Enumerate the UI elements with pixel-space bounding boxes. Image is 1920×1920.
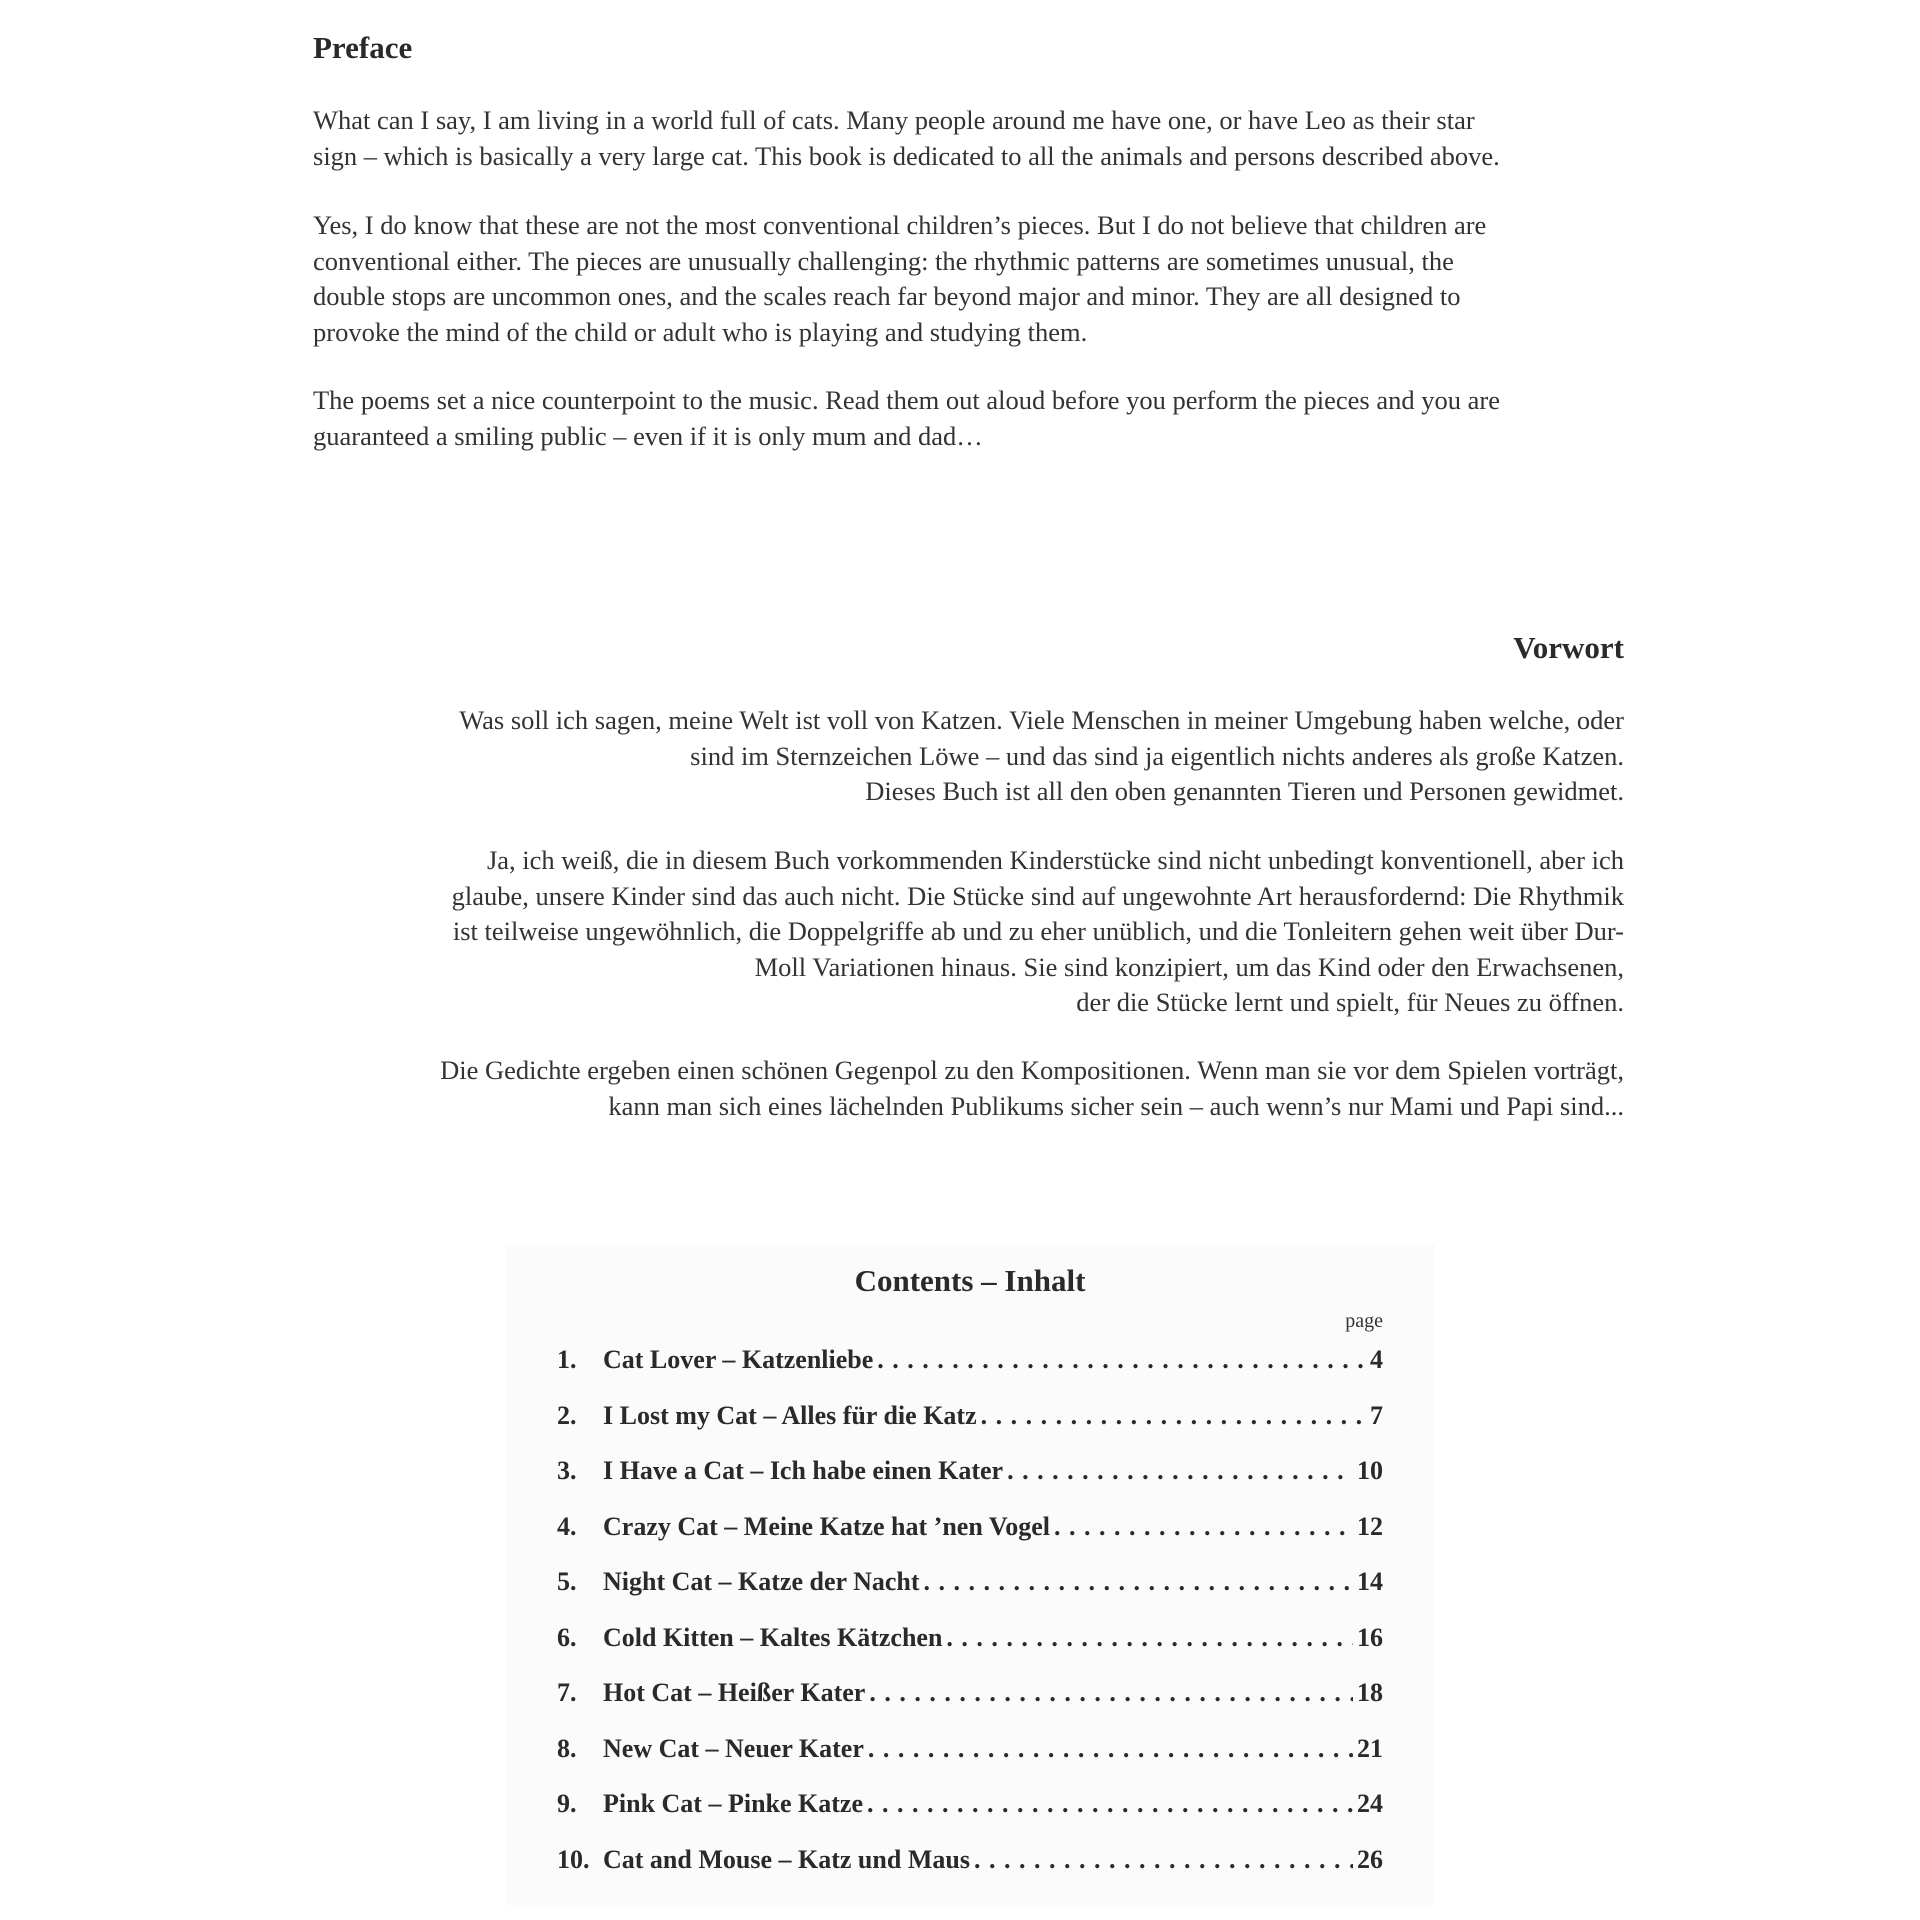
entry-page: 14 bbox=[1357, 1567, 1383, 1596]
entry-number: 2. bbox=[557, 1400, 577, 1430]
entry-page: 4 bbox=[1370, 1345, 1383, 1374]
entry-number: 7. bbox=[557, 1678, 577, 1707]
preface-paragraph-3 bbox=[313, 383, 1633, 454]
entry-title: Cat and Mouse – Katz und Maus bbox=[603, 1844, 970, 1874]
entry-page: 24 bbox=[1357, 1789, 1383, 1818]
contents-entry bbox=[557, 1845, 1383, 1901]
entry-title: I Lost my Cat – Alles für die Katz bbox=[603, 1400, 977, 1430]
preface-p2-line-1: Yes, I do know that these are not the most conventional children’s pieces. But I do not believe that children are bbox=[313, 210, 1487, 240]
preface-paragraph-1 bbox=[313, 103, 1633, 174]
vorwort-p2-line-2: glaube, unsere Kinder sind das auch nicht. Die Stücke sind auf ungewohnte Art herausfordernd: Die Rhythmik bbox=[451, 880, 1624, 911]
preface-p3-line-2: guaranteed a smiling public – even if it is only mum and dad… bbox=[313, 420, 983, 451]
preface-p1-line-1: What can I say, I am living in a world full of cats. Many people around me have one, or have Leo as their star bbox=[313, 105, 1475, 135]
entry-title: Night Cat – Katze der Nacht bbox=[603, 1567, 920, 1596]
dot-leader bbox=[924, 1567, 1353, 1597]
contents-entry bbox=[557, 1456, 1383, 1512]
vorwort-p1-line-1: Was soll ich sagen, meine Welt ist voll von Katzen. Viele Menschen in meiner Umgebung haben welche, oder bbox=[459, 705, 1624, 735]
contents-entry bbox=[557, 1789, 1383, 1845]
contents-title: Contents – Inhalt bbox=[854, 1263, 1086, 1298]
entry-page: 10 bbox=[1357, 1456, 1383, 1485]
dot-leader bbox=[981, 1401, 1366, 1431]
entry-title: Pink Cat – Pinke Katze bbox=[603, 1789, 863, 1818]
entry-page: 26 bbox=[1357, 1844, 1383, 1874]
vorwort-paragraph-3 bbox=[264, 1053, 1624, 1124]
vorwort-p3-line-2: kann man sich eines lächelnden Publikums sicher sein – auch wenn’s nur Mami und Papi sind... bbox=[608, 1090, 1624, 1121]
vorwort-p3-line-1: Die Gedichte ergeben einen schönen Gegenpol zu den Kompositionen. Wenn man sie vor dem Spielen vorträgt, bbox=[440, 1055, 1624, 1085]
preface-p1-line-2: sign – which is basically a very large cat. This book is dedicated to all the animals and persons described above. bbox=[313, 140, 1500, 171]
entry-title: Cold Kitten – Kaltes Kätzchen bbox=[603, 1622, 943, 1652]
entry-page: 18 bbox=[1357, 1678, 1383, 1707]
vorwort-heading: Vorwort bbox=[1513, 630, 1624, 665]
vorwort-p2-line-5: der die Stücke lernt und spielt, für Neues zu öffnen. bbox=[1076, 987, 1624, 1017]
entry-page: 7 bbox=[1370, 1400, 1383, 1430]
contents-entry bbox=[557, 1623, 1383, 1679]
contents-entry bbox=[557, 1401, 1383, 1457]
vorwort-p1-line-3: Dieses Buch ist all den oben genannten Tieren und Personen gewidmet. bbox=[865, 776, 1624, 806]
preface-p2-line-4: provoke the mind of the child or adult who is playing and studying them. bbox=[313, 316, 1088, 347]
preface-heading: Preface bbox=[313, 30, 413, 65]
entry-number: 8. bbox=[557, 1733, 577, 1763]
contents-entry bbox=[557, 1512, 1383, 1568]
preface-p2-line-2: conventional either. The pieces are unusually challenging: the rhythmic patterns are sometimes unusual, the bbox=[313, 245, 1454, 276]
dot-leader bbox=[946, 1623, 1353, 1653]
dot-leader bbox=[974, 1845, 1353, 1875]
dot-leader bbox=[868, 1734, 1353, 1764]
dot-leader bbox=[869, 1678, 1353, 1708]
dot-leader bbox=[867, 1789, 1353, 1819]
contents-entry bbox=[557, 1345, 1383, 1401]
dot-leader bbox=[1054, 1512, 1353, 1542]
entry-number: 6. bbox=[557, 1622, 577, 1652]
entry-title: I Have a Cat – Ich habe einen Kater bbox=[603, 1456, 1004, 1485]
vorwort-paragraph-2 bbox=[264, 843, 1624, 1021]
dot-leader bbox=[1007, 1456, 1353, 1486]
entry-title: Hot Cat – Heißer Kater bbox=[603, 1678, 866, 1707]
entry-number: 9. bbox=[557, 1789, 577, 1818]
vorwort-p2-line-3: ist teilweise ungewöhnlich, die Doppelgriffe ab und zu eher unüblich, und die Tonleitern gehen weit über Dur- bbox=[452, 916, 1624, 946]
entry-number: 1. bbox=[557, 1345, 577, 1374]
entry-page: 21 bbox=[1357, 1733, 1383, 1763]
vorwort-paragraph-1 bbox=[264, 703, 1624, 810]
table-of-contents bbox=[505, 1245, 1435, 1905]
entry-page: 16 bbox=[1357, 1622, 1383, 1652]
page-column-label: page bbox=[1345, 1310, 1383, 1332]
preface-p3-line-1: The poems set a nice counterpoint to the music. Read them out aloud before you perform the pieces and you are bbox=[313, 385, 1500, 415]
preface-p2-line-3: double stops are uncommon ones, and the scales reach far beyond major and minor. They are all designed to bbox=[313, 281, 1461, 311]
dot-leader bbox=[877, 1345, 1366, 1375]
entry-title: Crazy Cat – Meine Katze hat ’nen Vogel bbox=[603, 1511, 1050, 1541]
vorwort-p2-line-1: Ja, ich weiß, die in diesem Buch vorkommenden Kinderstücke sind nicht unbedingt konventionell, aber ich bbox=[486, 845, 1624, 875]
entry-number: 3. bbox=[557, 1456, 577, 1485]
entry-number: 5. bbox=[557, 1567, 577, 1596]
preface-paragraph-2 bbox=[313, 208, 1633, 350]
contents-list bbox=[557, 1345, 1383, 1900]
contents-entry bbox=[557, 1734, 1383, 1790]
contents-entry bbox=[557, 1567, 1383, 1623]
vorwort-p2-line-4: Moll Variationen hinaus. Sie sind konzipiert, um das Kind oder den Erwachsenen, bbox=[754, 951, 1624, 982]
contents-entry bbox=[557, 1678, 1383, 1734]
entry-number: 4. bbox=[557, 1511, 577, 1541]
entry-number: 10. bbox=[557, 1844, 590, 1874]
entry-page: 12 bbox=[1357, 1511, 1383, 1541]
vorwort-p1-line-2: sind im Sternzeichen Löwe – und das sind ja eigentlich nichts anderes als große Katzen. bbox=[690, 740, 1624, 771]
entry-title: Cat Lover – Katzenliebe bbox=[603, 1345, 874, 1374]
entry-title: New Cat – Neuer Kater bbox=[603, 1733, 864, 1763]
